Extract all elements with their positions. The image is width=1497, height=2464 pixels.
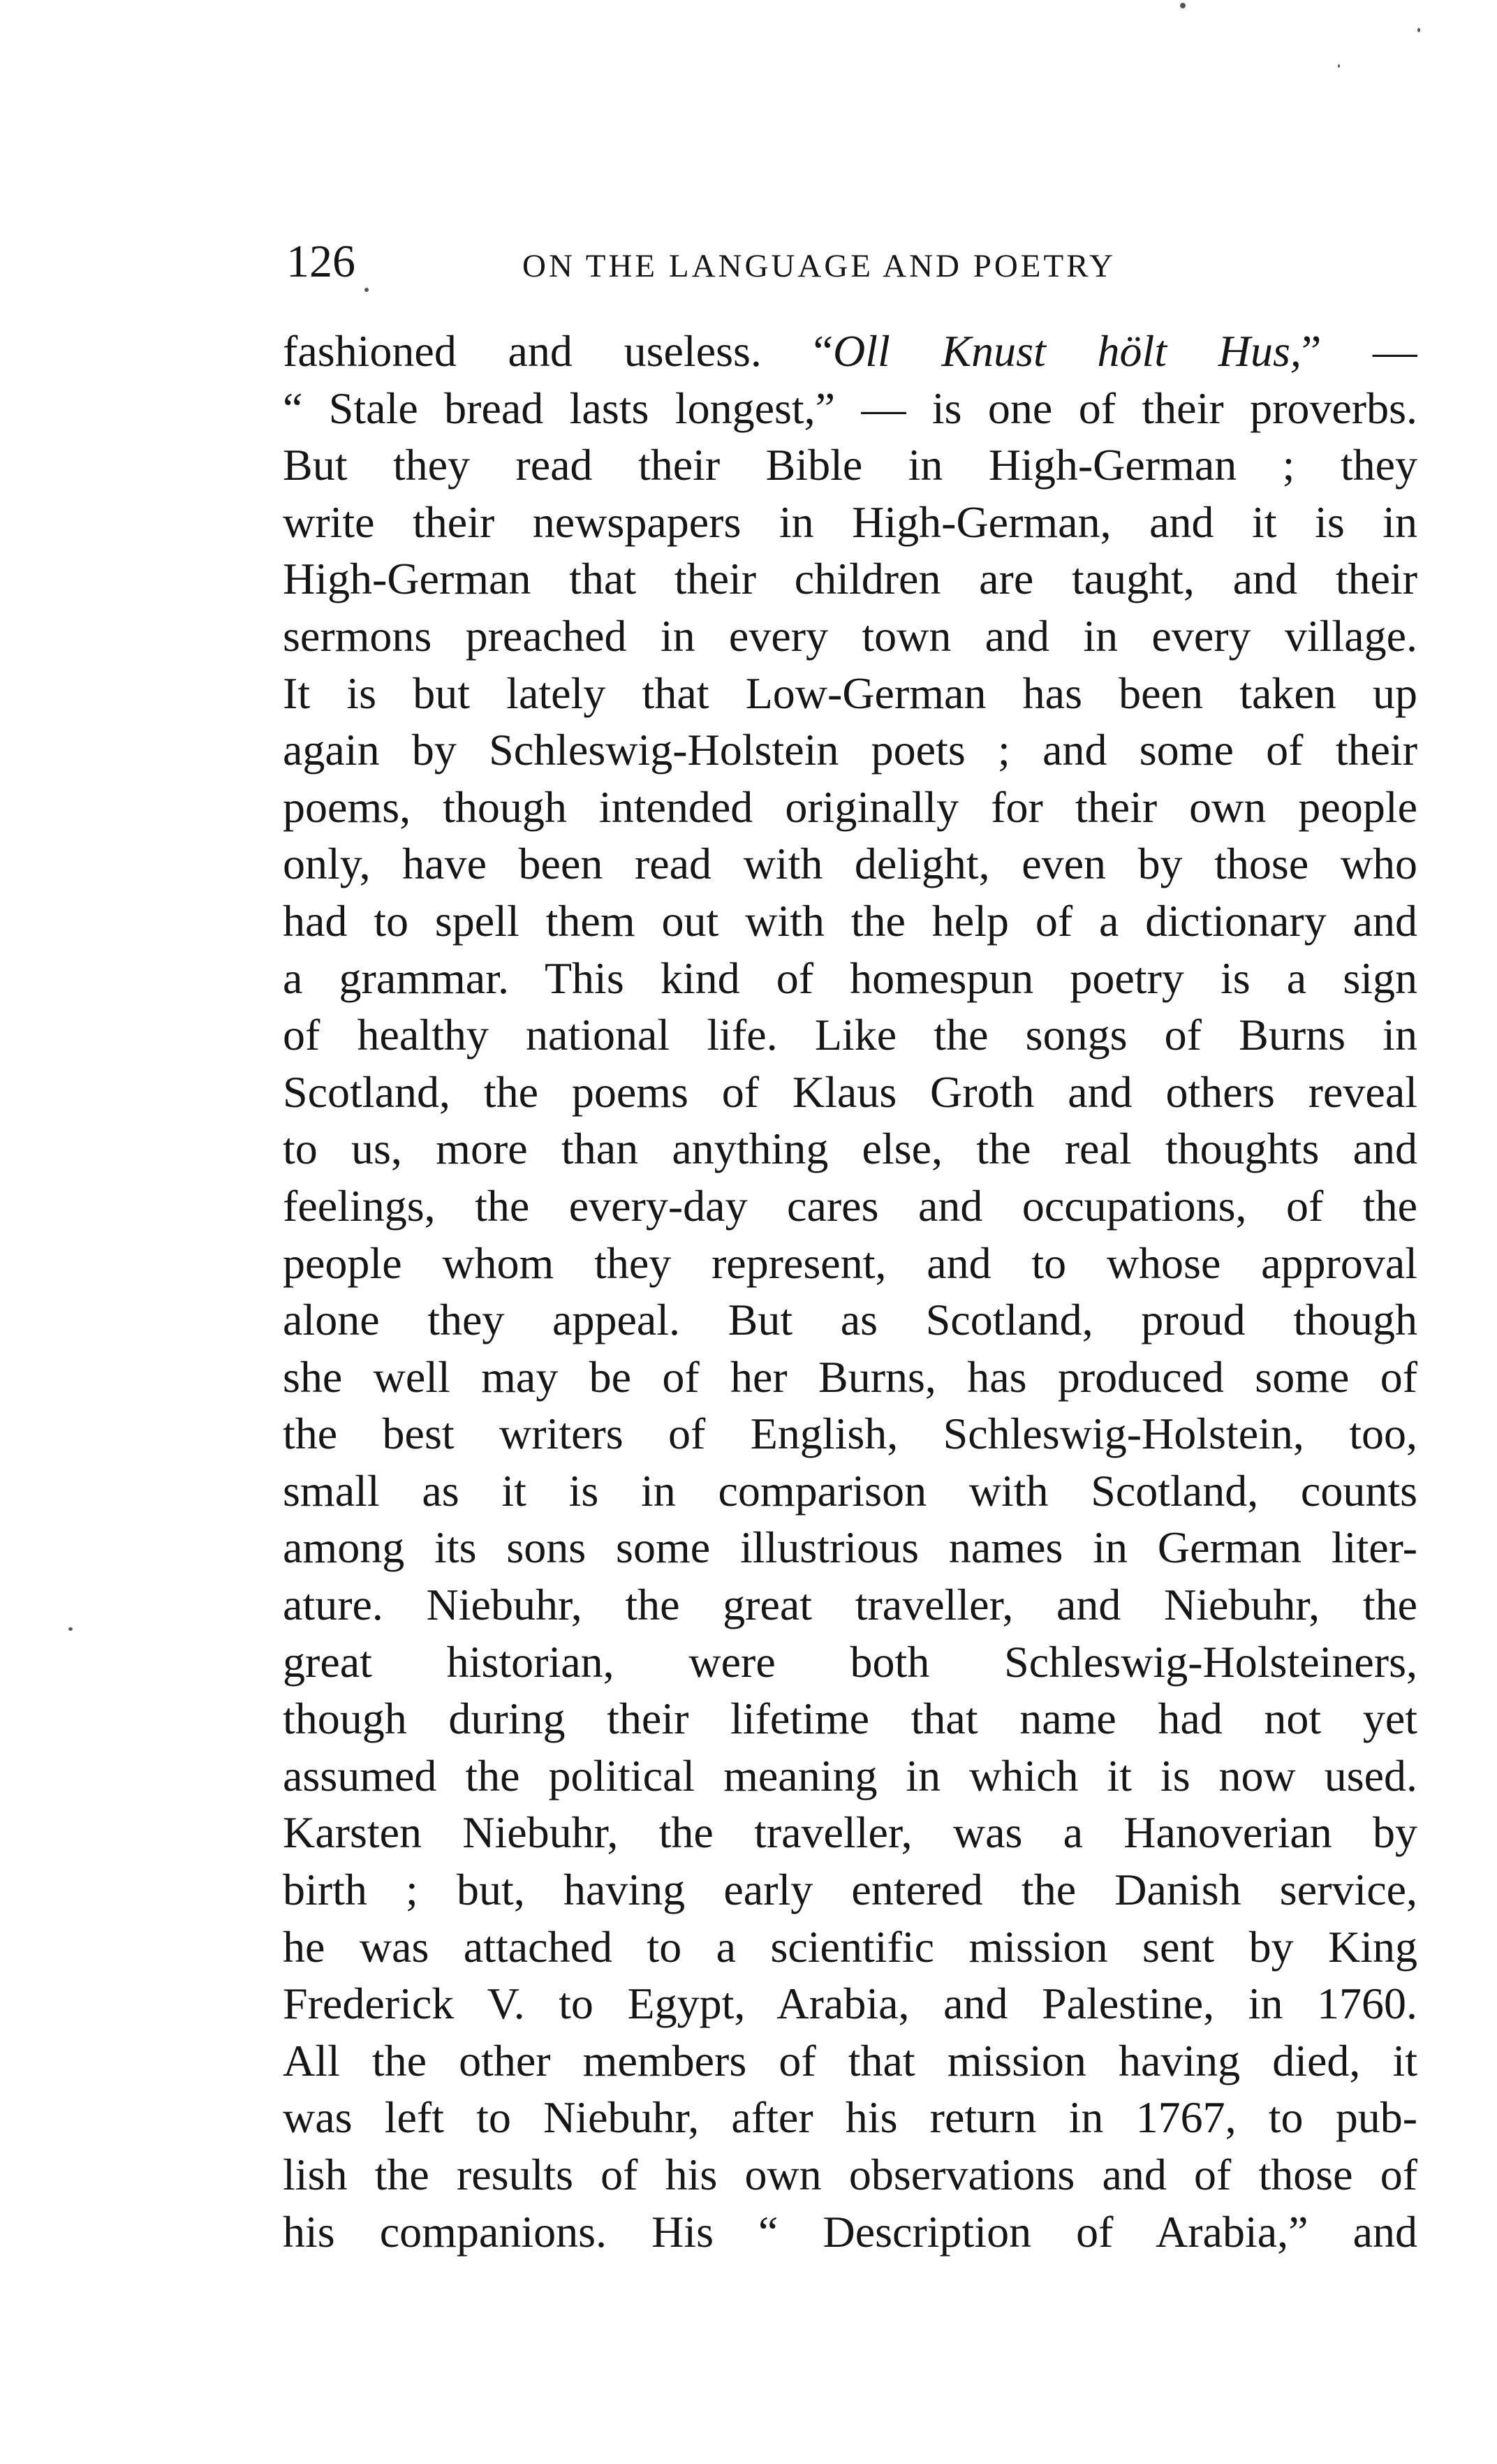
text-line: the best writers of English, Schleswig-Holstein, too, <box>283 1409 1417 1459</box>
text-line: though during their lifetime that name had not yet <box>283 1694 1417 1744</box>
text-line: Karsten Niebuhr, the traveller, was a Hanoverian by <box>283 1807 1417 1858</box>
text-line: fashioned and useless. “Oll Knust hölt Hus,” — <box>283 326 1417 376</box>
text-line: birth ; but, having early entered the Danish service, <box>283 1865 1417 1915</box>
text-line: great historian, were both Schleswig-Holsteiners, <box>283 1636 1417 1687</box>
text-line: small as it is in comparison with Scotland, counts <box>283 1465 1417 1516</box>
text-line: again by Schleswig-Holstein poets ; and some of their <box>283 725 1417 775</box>
text-line: alone they appeal. But as Scotland, proud though <box>283 1295 1417 1345</box>
text-line: It is but lately that Low-German has been taken up <box>283 668 1417 718</box>
text-line: Frederick V. to Egypt, Arabia, and Palestine, in 1760. <box>283 1979 1417 2029</box>
text-line: write their newspapers in High-German, and it is in <box>283 497 1417 547</box>
text-line: sermons preached in every town and in every village. <box>283 610 1417 661</box>
scan-speck <box>1180 3 1186 8</box>
text-line: High-German that their children are taught, and their <box>283 554 1417 604</box>
text-line: But they read their Bible in High-German ; they <box>283 440 1417 490</box>
scan-speck <box>1338 64 1340 68</box>
body-text <box>283 323 1417 2260</box>
scan-speck <box>364 288 369 292</box>
text-line: his companions. His “ Description of Arabia,” and <box>283 2206 1417 2257</box>
text-line: All the other members of that mission having died, it <box>283 2035 1417 2085</box>
scan-speck <box>1417 28 1420 32</box>
text-line: ature. Niebuhr, the great traveller, and Niebuhr, the <box>283 1580 1417 1630</box>
text-line: Scotland, the poems of Klaus Groth and others reveal <box>283 1066 1417 1117</box>
page-number: 126 <box>286 236 355 287</box>
text-line: he was attached to a scientific mission sent by King <box>283 1921 1417 1972</box>
text-line: of healthy national life. Like the songs of Burns in <box>283 1010 1417 1060</box>
text-line: “ Stale bread lasts longest,” — is one of their proverbs. <box>283 383 1417 433</box>
text-line: lish the results of his own observations and of those of <box>283 2150 1417 2199</box>
text-line: she well may be of her Burns, has produced some of <box>283 1351 1417 1402</box>
text-line: a grammar. This kind of homespun poetry is a sign <box>283 953 1417 1003</box>
text-line: to us, more than anything else, the real thoughts and <box>283 1124 1417 1174</box>
running-title: ON THE LANGUAGE AND POETRY <box>522 248 1116 284</box>
text-line: among its sons some illustrious names in German liter- <box>283 1523 1417 1573</box>
text-line: only, have been read with delight, even by those who <box>283 839 1417 889</box>
text-line: poems, though intended originally for their own people <box>283 782 1417 832</box>
scan-speck <box>68 1627 73 1631</box>
text-line: people whom they represent, and to whose approval <box>283 1238 1417 1288</box>
page-header <box>286 227 1417 297</box>
text-line: assumed the political meaning in which it is now used. <box>283 1750 1417 1801</box>
text-line: feelings, the every-day cares and occupations, of the <box>283 1180 1417 1231</box>
text-line: had to spell them out with the help of a dictionary and <box>283 895 1417 946</box>
text-line: was left to Niebuhr, after his return in 1767, to pub- <box>283 2092 1417 2143</box>
